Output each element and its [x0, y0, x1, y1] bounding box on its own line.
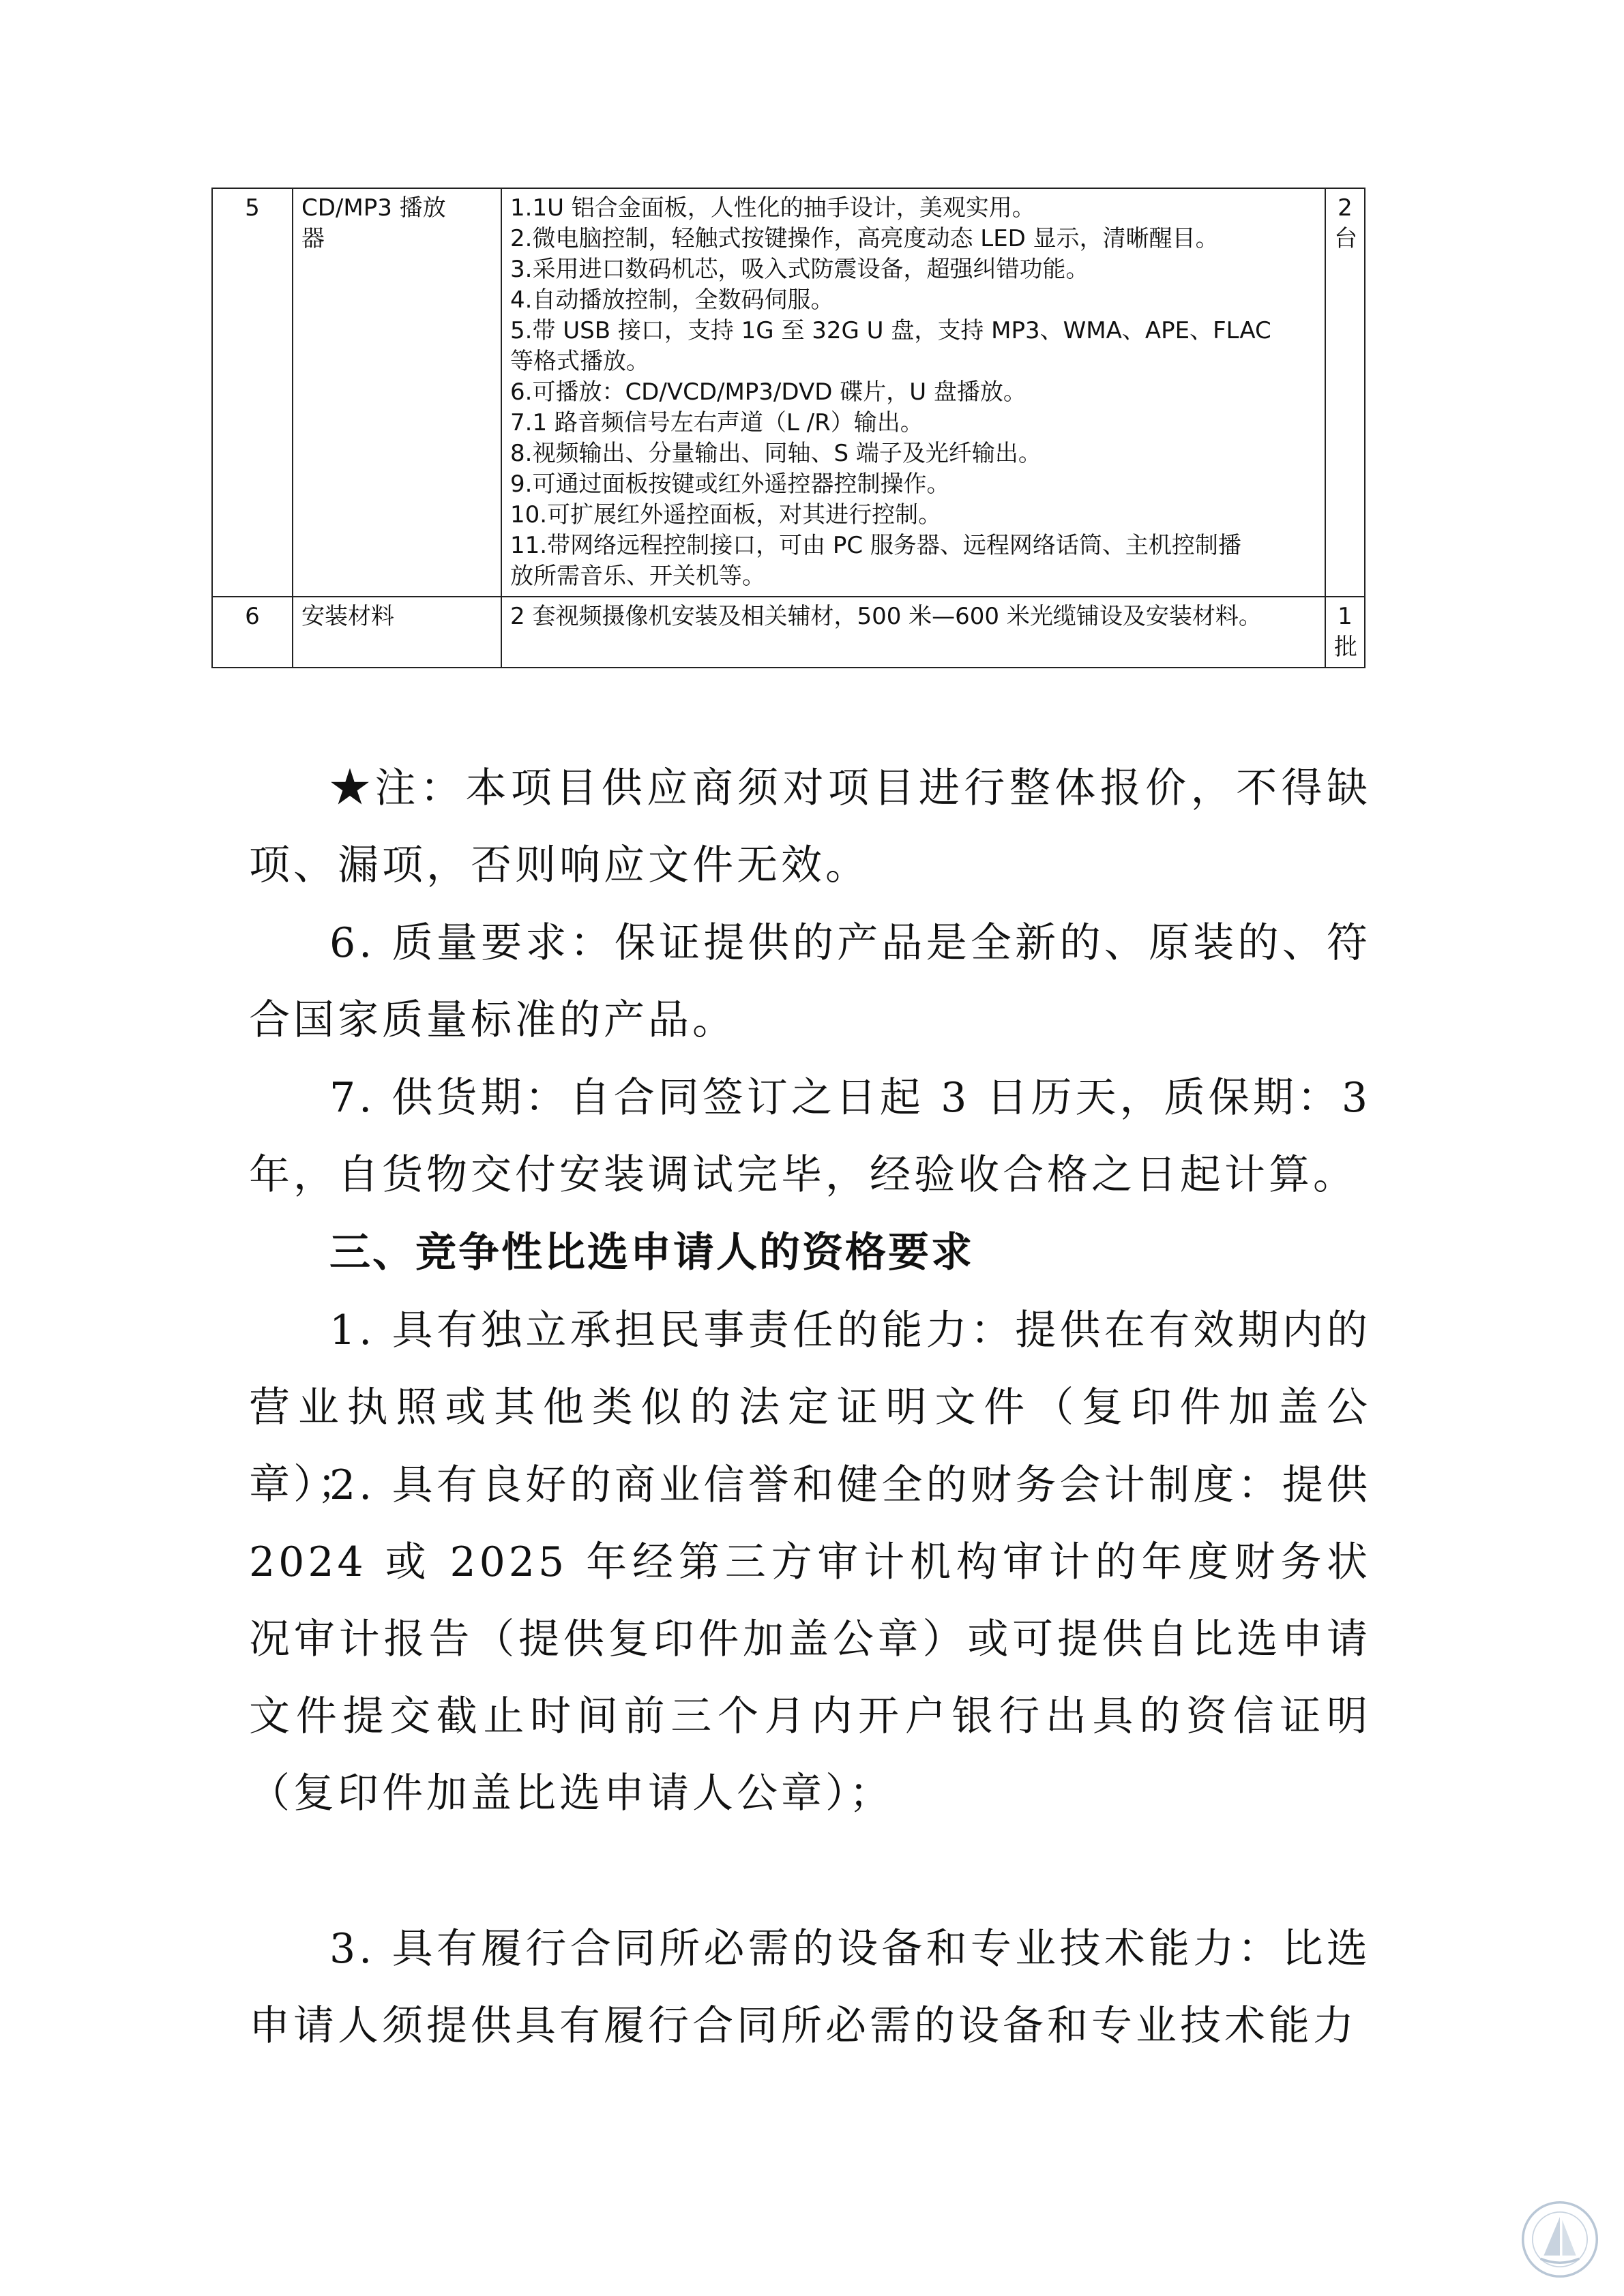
- item-spec-line: 4.自动播放控制，全数码伺服。: [510, 286, 834, 314]
- equipment-spec-table: [211, 188, 1365, 668]
- note-paragraph: ★注：本项目供应商须对项目进行整体报价，不得缺项、漏项，否则响应文件无效。: [249, 764, 1371, 889]
- item-spec-line: 10.可扩展红外遥控面板，对其进行控制。: [510, 501, 942, 528]
- item-spec-line: 3.采用进口数码机芯，吸入式防震设备，超强纠错功能。: [510, 256, 1089, 283]
- table-row: [212, 188, 1365, 597]
- row-number: 5: [212, 188, 293, 597]
- item-spec: [501, 188, 1325, 597]
- item-spec: [501, 597, 1325, 668]
- table-row: [212, 597, 1365, 668]
- item-spec-line: 8.视频输出、分量输出、同轴、S 端子及光纤输出。: [510, 440, 1042, 467]
- item-spec-line: 11.带网络远程控制接口，可由 PC 服务器、远程网络话筒、主机控制播: [510, 532, 1241, 559]
- requirement-1: 1. 具有独立承担民事责任的能力：提供在有效期内的营业执照或其他类似的法定证明文件（复印件加盖公章）；: [249, 1307, 1371, 1508]
- item-spec-line: 7.1 路音频信号左右声道（L /R）输出。: [510, 409, 924, 436]
- item-spec-line: 5.带 USB 接口，支持 1G 至 32G U 盘，支持 MP3、WMA、APE、FLAC: [510, 317, 1271, 344]
- item-quantity-line: 台: [1334, 225, 1357, 252]
- seal-stamp-icon: [1520, 2199, 1600, 2280]
- item-name: [293, 597, 501, 668]
- item-quantity: [1325, 188, 1365, 597]
- item-quantity-line: 1: [1338, 603, 1353, 630]
- item-spec-line: 6.可播放：CD/VCD/MP3/DVD 碟片，U 盘播放。: [510, 378, 1027, 406]
- item-quantity-line: 批: [1334, 633, 1357, 661]
- item-spec-line: 1.1U 铝合金面板，人性化的抽手设计，美观实用。: [510, 194, 1035, 222]
- requirement-3: 3. 具有履行合同所必需的设备和专业技术能力：比选申请人须提供具有履行合同所必需的设备和专业技术能力: [249, 1925, 1371, 2050]
- item-name: [293, 188, 501, 597]
- item-name-line: 安装材料: [301, 603, 394, 630]
- item-spec-line: 9.可通过面板按键或红外遥控器控制操作。: [510, 471, 950, 498]
- item-name-line: 器: [301, 225, 325, 252]
- item-quantity: [1325, 597, 1365, 668]
- item-spec-line: 2 套视频摄像机安装及相关辅材，500 米—600 米光缆铺设及安装材料。: [510, 603, 1262, 630]
- delivery-period: 7. 供货期：自合同签订之日起 3 日历天，质保期：3 年，自货物交付安装调试完毕，经验收合格之日起计算。: [249, 1074, 1371, 1199]
- row-number: 6: [212, 597, 293, 668]
- section-heading: 三、竞争性比选申请人的资格要求: [329, 1229, 974, 1277]
- quality-requirement: 6. 质量要求：保证提供的产品是全新的、原装的、符合国家质量标准的产品。: [249, 919, 1371, 1044]
- item-spec-line: 放所需音乐、开关机等。: [510, 563, 765, 590]
- item-spec-line: 2.微电脑控制，轻触式按键操作，高亮度动态 LED 显示，清晰醒目。: [510, 225, 1219, 252]
- spec-table-body: [212, 188, 1365, 668]
- requirement-2: 2. 具有良好的商业信誉和健全的财务会计制度：提供 2024 或 2025 年经第三方审计机构审计的年度财务状况审计报告（提供复印件加盖公章）或可提供自比选申请文件提交截止时间前三个月内开户银行出具的资信证明（复印件加盖比选申请人公章）；: [249, 1461, 1371, 1817]
- item-name-line: CD/MP3 播放: [301, 194, 446, 222]
- item-spec-line: 等格式播放。: [510, 348, 649, 375]
- item-quantity-line: 2: [1338, 194, 1353, 222]
